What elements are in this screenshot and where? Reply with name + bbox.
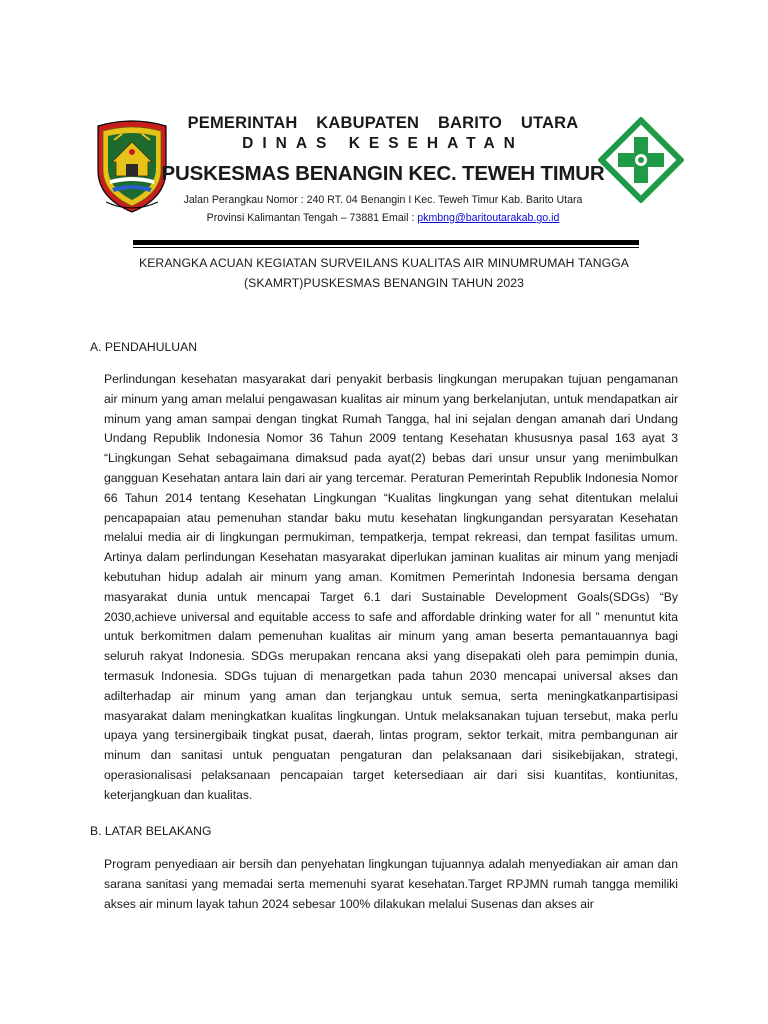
section-paragraph: Perlindungan kesehatan masyarakat dari penyakit berbasis lingkungan merupakan tujuan pengamanan air minum yang aman melalui pengawasan kualitas air minum yang berkelanjutan, untuk mendapatkan air minum yang aman sampai dengan tingkat Rumah Tangga, hal ini sejalan dengan amanah dari Undang Undang Republik Indonesia Nomor 36 Tahun 2009 tentang Kesehatan khususnya pasal 163 ayat 3 “Lingkungan Sehat sebagaimana dimaksud pada ayat(2) bebas dari unsur unsur yang menimbulkan gangguan Kesehatan antara lain dari air yang tercemar. Peraturan Pemerintah Republik Indonesia Nomor 66 Tahun 2014 tentang Kesehatan Lingkungan “Kualitas lingkungan yang sehat ditentukan melalui pencapapaian atau pemenuhan standar baku mutu kesehatan lingkungandan persyaratan Kesehatan melalui media air di lingkungan permukiman, tempatkerja, tempat rekreasi, dan tempat fasilitas umum. Artinya dalam perlindungan Kesehatan masyarakat diperlukan jaminan kualitas air minum yang menjadi kebutuhan hidup adalah air minum yang aman. Komitmen Pemerintah Indonesia bersama dengan masyarakat dunia untuk mencapai Target 6.1 dari Sustainable Development Goals(SDGs) “By 2030,achieve universal and equitable access to safe and affordable drinking water for all ” menuntut kita untuk berkomitmen dalam pemenuhan kualitas air minum yang aman beserta pemantauannya bagi seluruh rakyat Indonesia. SDGs merupakan rencana aksi yang disepakati oleh para pemimpin dunia, termasuk Indonesia. SDGs tujuan di menargetkan pada tahun 2030 mencapai universal akses dan adilterhadap air minum yang aman dan terjangkau untuk semua, serta meningkatkanpartisipasi masyarakat dalam meningkatkan kualitas lingkungan. Untuk melaksanakan tujuan tersebut, maka perlu upaya yang tersinergibaik tingkat pusat, daerah, lintas program, sektor terkait, mitra pembangunan air minum dan sanitasi untuk penguatan pengaturan dan pelaksanaan dari sisikebijakan, strategi, operasionalisasi pelaksanaan pencapaian target ketersediaan air dari sisi kuantitas, kontiunitas, keterjangkuan dan kualitas. <box>104 372 678 802</box>
letterhead-rule-thin <box>133 247 639 248</box>
section-heading: A. PENDAHULUAN <box>90 340 198 354</box>
government-name: PEMERINTAH KABUPATEN BARITO UTARA <box>187 114 579 132</box>
puskesmas-name: PUSKESMAS BENANGIN KEC. TEWEH TIMUR <box>161 162 605 185</box>
email-link[interactable]: pkmbng@baritoutarakab.go.id <box>417 212 560 224</box>
section-heading: B. LATAR BELAKANG <box>90 824 212 838</box>
title-line-1: KERANGKA ACUAN KEGIATAN SURVEILANS KUALITAS AIR MINUMRUMAH TANGGA <box>138 256 630 270</box>
section-paragraph: Program penyediaan air bersih dan penyehatan lingkungan tujuannya adalah menyediakan air aman dan sarana sanitasi yang memadai serta memenuhi syarat kesehatan.Target RPJMN rumah tangga memiliki akses air minum layak tahun 2024 sebesar 100% dilakukan melalui Susenas dan akses air <box>104 857 678 911</box>
address-block <box>150 191 616 227</box>
title-line-2: (SKAMRT)PUSKESMAS BENANGIN TAHUN 2023 <box>243 276 525 290</box>
document-title <box>100 253 668 293</box>
puskesmas-logo-icon <box>598 117 684 203</box>
address-line-2: Provinsi Kalimantan Tengah – 73881 Email : <box>206 212 418 224</box>
address-line-1: Jalan Perangkau Nomor : 240 RT. 04 Benangin I Kec. Teweh Timur Kab. Barito Utara <box>183 194 583 206</box>
letterhead-rule-thick <box>133 240 639 245</box>
department-name: DINAS KESEHATAN <box>242 135 524 152</box>
letterhead <box>150 113 616 227</box>
